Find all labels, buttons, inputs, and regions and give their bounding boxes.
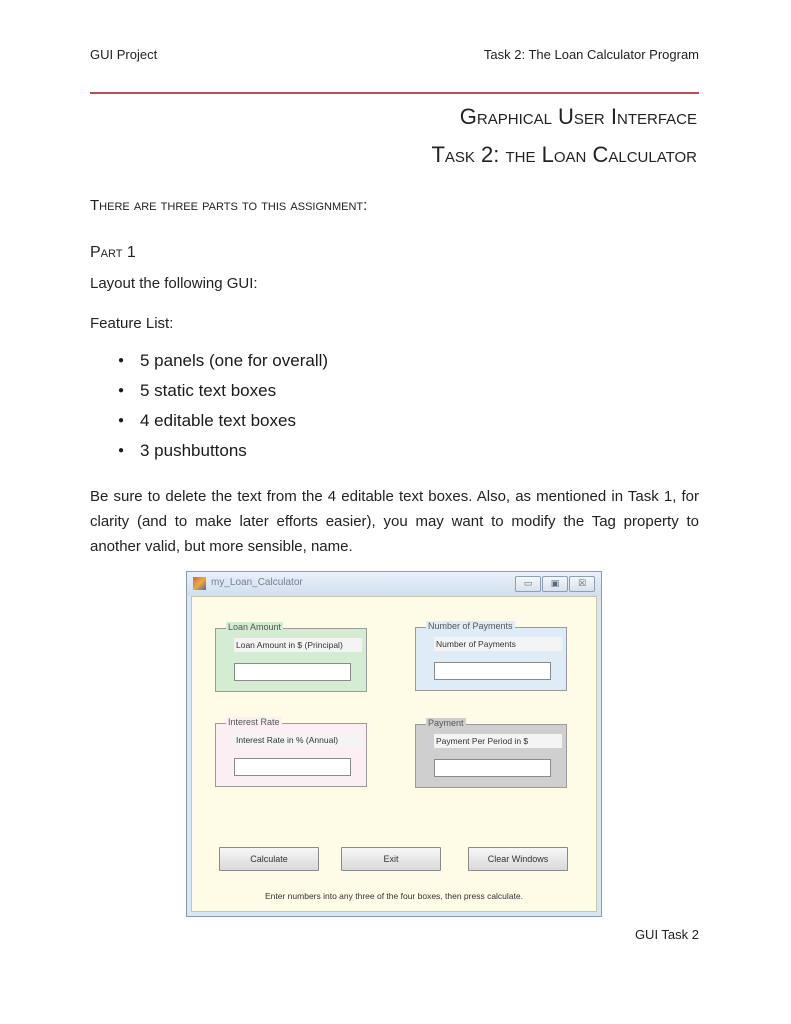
panel-interest-rate [215,717,367,787]
panel-payment [415,718,567,788]
feature-item: ● 5 static text boxes [118,380,328,410]
footer: GUI Task 2 [634,927,699,942]
minimize-button[interactable]: ▭ [515,576,541,592]
feature-item: ● 3 pushbuttons [118,440,328,470]
panel-label: Number of Payments [434,637,562,651]
calculate-button[interactable]: Calculate [219,847,319,871]
maximize-button[interactable]: ▣ [542,576,568,592]
part1-heading: Part 1 [90,244,136,261]
clear-windows-button[interactable]: Clear Windows [468,847,568,871]
matlab-icon [193,577,206,590]
window-client-area [191,596,597,912]
title-line-1: Graphical User Interface [459,104,697,129]
window-title: my_Loan_Calculator [211,577,303,588]
header-rule [90,92,699,94]
feature-item: ● 5 panels (one for overall) [118,350,328,380]
title-line-2: Task 2: the Loan Calculator [431,142,697,167]
status-text: Enter numbers into any three of the four boxes, then press calculate. [265,891,523,901]
feature-item: ● 4 editable text boxes [118,410,328,440]
panel-label: Interest Rate in % (Annual) [234,733,362,747]
header-right: Task 2: The Loan Calculator Program [483,47,699,62]
header-left: GUI Project [90,47,158,62]
panel-number-of-payments [415,621,567,691]
exit-button[interactable]: Exit [341,847,441,871]
instruction-paragraph: Be sure to delete the text from the 4 editable text boxes. Also, as mentioned in Task 1, for clarity (and to make later efforts easier), you may want to modify the Tag property to another valid, but more sensible, name. [90,488,699,555]
feature-list-label: Feature List: [90,315,174,332]
payment-input[interactable] [434,759,551,777]
window-titlebar [187,572,601,596]
panel-label: Loan Amount in $ (Principal) [234,638,362,652]
panel-title: Loan Amount [228,622,282,632]
loan-amount-input[interactable] [234,663,351,681]
loan-calculator-window [186,571,602,917]
close-button[interactable]: ☒ [569,576,595,592]
panel-title: Payment [428,718,464,728]
panel-loan-amount [215,622,367,692]
panel-title: Number of Payments [428,621,513,631]
panel-title: Interest Rate [228,717,280,727]
feature-list [118,350,328,470]
panel-label: Payment Per Period in $ [434,734,562,748]
interest-rate-input[interactable] [234,758,351,776]
layout-text: Layout the following GUI: [90,275,258,292]
number-of-payments-input[interactable] [434,662,551,680]
intro-heading: There are three parts to this assignment: [90,197,368,214]
